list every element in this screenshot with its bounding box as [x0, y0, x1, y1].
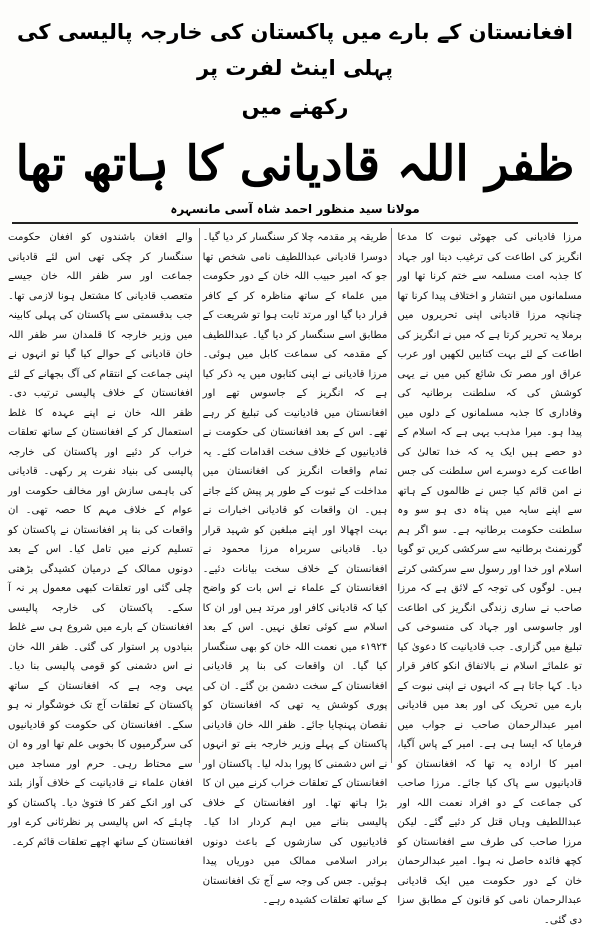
- main-title: ظفر اللہ قادیانی کا ہاتھ تھا: [15, 136, 575, 192]
- article-columns: [8, 228, 582, 926]
- column-divider: [199, 228, 200, 763]
- column-text: والے افغان باشندوں کو افغان حکومت سنگسار کر چکی تھی اس لئے قادیانی جماعت اور سر ظفر اللہ خان جیسے متعصب قادیانی کا مشتعل ہونا لازمی تھا۔ جب بدقسمتی سے پاکستان کی پہلی کابینہ میں وزیر خارجہ کا قلمدان سر ظفر اللہ خان قادیانی کے حوالے کیا گیا تو انہوں نے اپنی جماعت کے انتقام کی آگ بجھانے کے لئے افغانستان کے خلاف پالیسی ترتیب دی۔ ظفر اللہ خان نے اپنے عہدہ کا غلط استعمال کر کے افغانستان کے ساتھ تعلقات خراب کر دئیے اور پاکستان کی خارجہ پالیسی کی بنیاد نفرت پر رکھی۔ قادیانی کی باہمی سازش اور مخالف حکومت اور عوام کے خلاف مہم کا حصہ تھی۔ ان واقعات کی بنا پر افغانستان نے پاکستان کو تسلیم کرنے میں تامل کیا۔ اس کے بعد دونوں ممالک کے درمیان کشیدگی بڑھتی چلی گئی اور تعلقات کبھی معمول پر نہ آ سکے۔ پاکستان کی خارجہ پالیسی افغانستان کے بارے میں شروع ہی سے غلط بنیادوں پر استوار کی گئی۔ ظفر اللہ خان نے اس دشمنی کو قومی پالیسی بنا دیا۔ یہی وجہ ہے کہ افغانستان کے ساتھ پاکستان کے تعلقات آج تک خوشگوار نہ ہو سکے۔ افغانستان کی حکومت کو قادیانیوں کی سرگرمیوں کا بخوبی علم تھا اور وہ ان سے محتاط رہی۔ حرم اور مساجد میں افغان علماء نے قادیانیت کے خلاف آواز بلند کی اور انکے کفر کا فتویٰ دیا۔ پاکستان کو چاہئے کہ اس پالیسی پر نظرثانی کرے اور افغانستان کے ساتھ اچھے تعلقات قائم کرے۔: [8, 232, 193, 848]
- article-column-right: [397, 228, 582, 930]
- headline-line-2: رکھنے میں: [241, 95, 349, 119]
- article-column-middle: [203, 228, 388, 930]
- article-column-left: [8, 228, 193, 930]
- column-divider: [391, 228, 392, 763]
- byline: مولانا سید منظور احمد شاہ آسی مانسہرہ: [170, 202, 420, 216]
- column-text: طریقہ پر مقدمہ چلا کر سنگسار کر دیا گیا۔ دوسرا قادیانی عبداللطیف نامی شخص تھا جو کہ امیر حبیب اللہ خان کے دور حکومت میں علماء کے ساتھ مناظرہ کر کے کافر قرار دیا گیا اور مرتد ثابت ہوا تو شریعت کے مطابق اسے سنگسار کر دیا گیا۔ عبداللطیف کے مقدمہ کی سماعت کابل میں ہوئی۔ مرزا قادیانی نے اپنی کتابوں میں یہ ذکر کیا ہے کہ انگریز کے جاسوس تھے اور افغانستان میں قادیانیت کی تبلیغ کر رہے تھے۔ اس کے بعد افغانستان کی حکومت نے قادیانیوں کے خلاف سخت اقدامات کئے۔ یہ تمام واقعات انگریز کی افغانستان میں مداخلت کے ثبوت کے طور پر پیش کئے جاتے ہیں۔ ان واقعات کو قادیانی اخبارات نے بہت اچھالا اور اپنے مبلغین کو شہید قرار دیا۔ قادیانی سربراہ مرزا محمود نے افغانستان کے خلاف سخت بیانات دئیے۔ افغانستان کے علماء نے اس بات کو واضح کیا کہ قادیانی کافر اور مرتد ہیں اور ان کا اسلام سے کوئی تعلق نہیں۔ اس کے بعد ۱۹۲۴ء میں نعمت اللہ خان کو بھی سنگسار کیا گیا۔ ان واقعات کی بنا پر قادیانی افغانستان کے سخت دشمن بن گئے۔ ان کی پوری کوشش یہ تھی کہ افغانستان کو نقصان پہنچایا جائے۔ ظفر اللہ خان قادیانی پاکستان کے پہلے وزیر خارجہ بنے تو انہوں نے اس دشمنی کا پورا بدلہ لیا۔ پاکستان اور افغانستان کے تعلقات خراب کرنے میں ان کا بڑا ہاتھ تھا۔ اور افغانستان کے خلاف پالیسی بنانے میں اہم کردار ادا کیا۔ قادیانیوں کی سازشوں کے باعث دونوں برادر اسلامی ممالک میں دوریاں پیدا ہوئیں۔ جس کی وجہ سے آج تک افغانستان کے ساتھ تعلقات کشیدہ رہے۔: [202, 232, 388, 906]
- column-text: مرزا قادیانی کی جھوٹی نبوت کا مدعا انگریز کی اطاعت کی ترغیب دینا اور جہاد کا جذبہ امت مسلمہ سے ختم کرنا تھا اور مسلمانوں میں انتشار و اختلاف پیدا کرنا تھا چنانچہ مرزا قادیانی اپنی تحریروں میں برملا یہ تحریر کرتا ہے کہ میں نے انگریز کی اطاعت کے لئے بہت کتابیں لکھیں اور عرب عراق اور مصر تک شائع کیں میں نے یہی کوشش کی کہ سلطنت برطانیہ کی وفاداری کا جذبہ مسلمانوں کے دلوں میں پیدا ہو۔ میرا مذہب یہی ہے کہ اسلام کے دو حصے ہیں ایک یہ کہ خدا تعالیٰ کی اطاعت کرے دوسرے اس سلطنت کی جس نے امن قائم کیا جس نے ظالموں کے ہاتھ سے اپنے سایہ میں پناہ دی ہو سو وہ سلطنت حکومت برطانیہ ہے۔ سو اگر ہم گورنمنٹ برطانیہ سے سرکشی کریں تو گویا اسلام اور خدا اور رسول سے سرکشی کرتے ہیں۔ لوگوں کی توجہ کے لائق ہے کہ مرزا صاحب نے ساری زندگی انگریز کی اطاعت اور جاسوسی اور جہاد کی منسوخی کی تبلیغ میں گزاری۔ جب قادیانیت کا دعویٰ کیا تو علمائے اسلام نے بالاتفاق انکو کافر قرار دیا۔ کہا جاتا ہے کہ انہوں نے اپنی نبوت کے بارے میں تحریک کی اور بعد میں قادیانی امیر عبدالرحمان صاحب نے جواب میں فرمایا کہ ایسا ہی ہے۔ امیر کے پاس آگیا، امیر کا ارادہ یہ تھا کہ افغانستان کو قادیانیوں سے پاک کیا جائے۔ مرزا صاحب کی جماعت کے دو افراد نعمت اللہ اور عبداللطیف وہاں قتل کر دئیے گئے۔ لیکن مرزا صاحب کی طرف سے افغانستان کو کچھ فائدہ حاصل نہ ہوا۔ امیر عبدالرحمان خان کے دور حکومت میں ایک قادیانی عبدالرحمان نامی کو قانون کے مطابق سزا دی گئی۔: [397, 232, 582, 926]
- headline-line-1: افغانستان کے بارے میں پاکستان کی خارجہ پالیسی کی پہلی اینٹ لفرت پر: [16, 20, 573, 80]
- byline-rule: [12, 222, 578, 224]
